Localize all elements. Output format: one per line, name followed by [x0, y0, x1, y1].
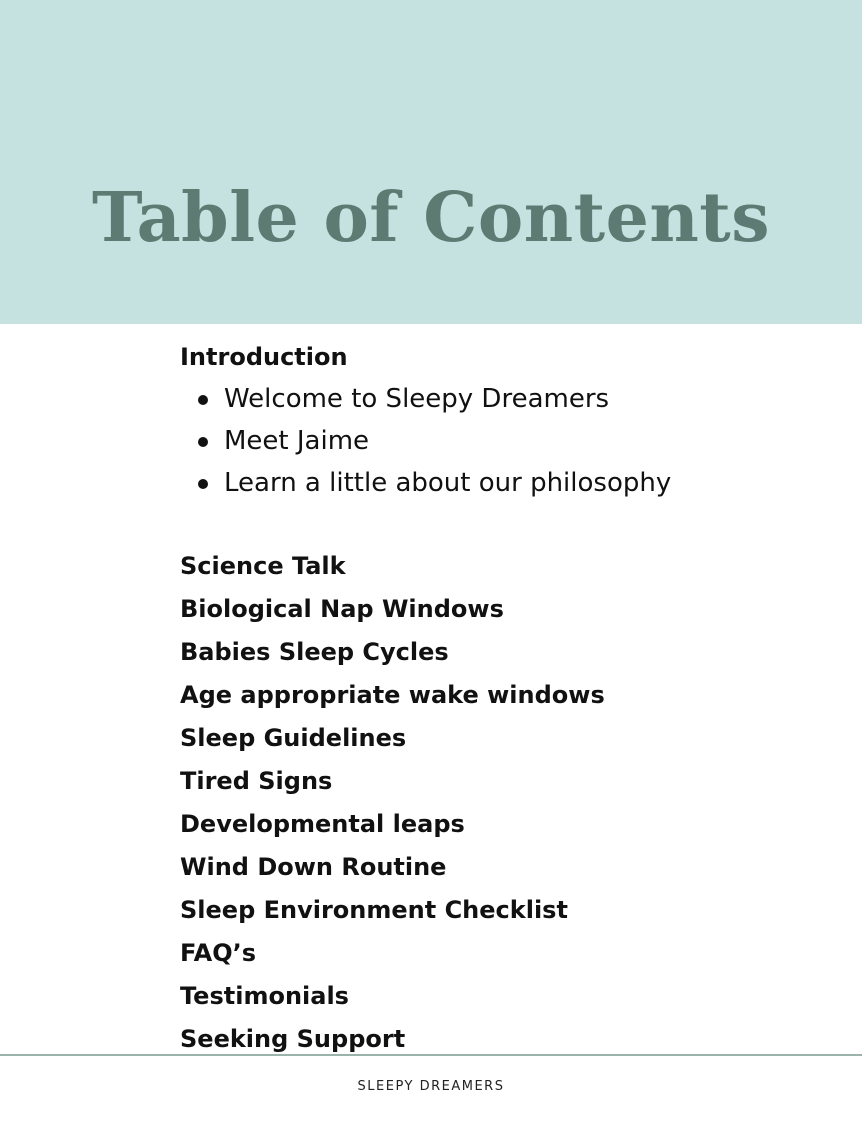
toc-section-list [180, 545, 800, 1061]
toc-item-wake-windows: Age appropriate wake windows [180, 681, 605, 709]
toc-item-biological-nap-windows: Biological Nap Windows [180, 595, 504, 623]
toc-item-seeking-support: Seeking Support [180, 1025, 406, 1053]
toc-item-faqs: FAQ’s [180, 939, 257, 967]
toc-subitem [224, 462, 800, 504]
bullet-icon [198, 395, 208, 405]
toc-subitem [224, 420, 800, 462]
toc-item-sleep-environment-checklist: Sleep Environment Checklist [180, 896, 568, 924]
toc-heading-introduction: Introduction [180, 343, 348, 371]
toc-item-tired-signs: Tired Signs [180, 767, 333, 795]
toc-item-babies-sleep-cycles: Babies Sleep Cycles [180, 638, 449, 666]
toc-item-sleep-guidelines: Sleep Guidelines [180, 724, 407, 752]
toc-subitem-label: Welcome to Sleepy Dreamers [224, 384, 610, 414]
footer-brand: SLEEPY DREAMERS [357, 1079, 505, 1094]
toc-item-wind-down-routine: Wind Down Routine [180, 853, 447, 881]
toc-subitem [224, 378, 800, 420]
footer-divider [0, 1054, 862, 1056]
toc-item-science-talk: Science Talk [180, 552, 346, 580]
bullet-icon [198, 479, 208, 489]
bullet-icon [198, 437, 208, 447]
introduction-subitems [180, 378, 800, 504]
page-title: Table of Contents [92, 177, 770, 258]
toc-subitem-label: Learn a little about our philosophy [224, 468, 672, 498]
toc-item-testimonials: Testimonials [180, 982, 349, 1010]
table-of-contents [180, 336, 800, 1061]
toc-item-developmental-leaps: Developmental leaps [180, 810, 465, 838]
header-band [0, 0, 862, 324]
toc-subitem-label: Meet Jaime [224, 426, 370, 456]
